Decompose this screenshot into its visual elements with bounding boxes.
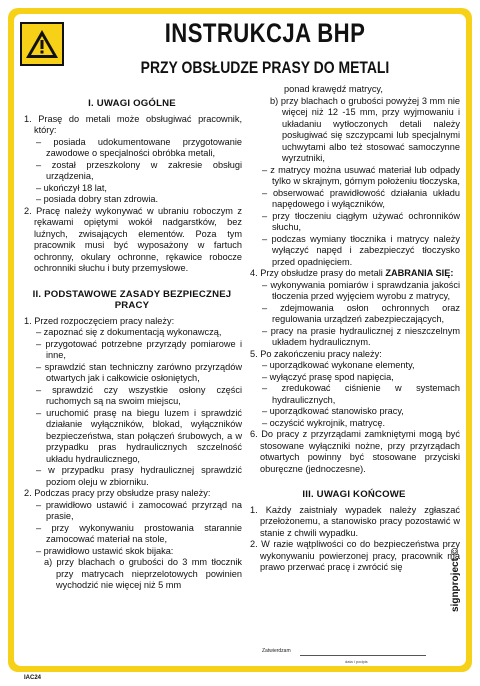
list-item: 6. Do pracy z przyrządami zamkniętymi mogą być stosowane wyłączniki nożne, przy przyrządach otwartych powinny być stosowane przyciski oburęczne (jednoczesne). <box>250 429 460 474</box>
list-item-prohibited <box>248 268 460 280</box>
list-item: – posiada udokumentowane przygotowanie zawodowe o specjalności obróbka metali, <box>36 136 242 158</box>
list-item: – zredukować ciśnienie w systemach hydraulicznych, <box>262 383 460 405</box>
list-item: – wykonywania pomiarów i sprawdzania jakości tłoczenia przed wyjęciem wyrobu z matrycy, <box>262 279 460 301</box>
product-code: IAC24 <box>24 675 42 681</box>
approval-label: Zatwierdzam <box>262 648 291 654</box>
list-item: – uporządkować stanowisko pracy, <box>262 406 404 416</box>
list-item: 5. Po zakończeniu pracy należy: <box>250 348 382 359</box>
list-item: 2. W razie wątpliwości co do bezpieczeństwa przy wykonywaniu powierzonej pracy, pracownik ma prawo przerwać pracę i zwrócić się <box>250 539 460 572</box>
list-item: – posiada dobry stan zdrowia. <box>36 194 159 204</box>
list-item: – prawidłowo ustawić skok bijaka: <box>36 545 174 556</box>
list-item: 1. Każdy zaistniały wypadek należy zgłaszać przełożonemu, a stanowisko pracy pozostawić w stanie z chwili wypadku. <box>250 504 460 538</box>
list-item: 2. Podczas pracy przy obsłudze prasy należy: <box>24 488 211 498</box>
list-item: – z matrycy można usuwać materiał lub odpady tylko w skrajnym, górnym położeniu tłoczyska, <box>262 164 460 186</box>
left-column <box>22 84 242 592</box>
list-item: – zdejmowania osłon ochronnych oraz regulowania urządzeń zabezpieczających, <box>262 302 460 324</box>
list-item: a) przy blachach o grubości do 3 mm tłocznik przy matrycach nieprzelotowych powinien wychodzić nie więcej niż 5 mm <box>44 557 242 590</box>
list-item: – w przypadku prasy hydraulicznej sprawdzić poziom oleju w zbiorniku. <box>36 465 242 487</box>
list-item: – zapoznać się z dokumentacją wykonawczą, <box>36 327 222 337</box>
list-item: – uruchomić prasę na biegu luzem i sprawdzić działanie wyłączników, blokad, wyłączników bezpieczeństwa, stan połączeń śrubowych, a w przypadku pras hydraulicznych szczelność układu hydraulicznego, <box>36 407 242 464</box>
section-heading-safety-rules: II. PODSTAWOWE ZASADY BEZPIECZNEJ PRACY <box>32 288 232 311</box>
list-item: – przy wykonywaniu prostowania starannie zamocować materiał na stole, <box>36 522 242 544</box>
list-item: 1. Prasę do metali może obsługiwać pracownik, który: <box>24 113 242 135</box>
list-item: – oczyścić wykrojnik, matrycę. <box>262 417 386 428</box>
prohibited-intro: 4. Przy obsłudze prasy do metali <box>250 268 386 278</box>
list-item: 2. Pracę należy wykonywać w ubraniu roboczym z rękawami opiętymi wokół nadgarstków, bez luźnych, zwisających elementów. Poza tym pracownik musi być wyposażony w fartuch ochronny, okulary ochronne, rękawice robocze ochronniki słuchu i buty przemysłowe. <box>24 205 242 273</box>
list-item: – sprawdzić czy wszystkie osłony części ruchomych są na swoim miejscu, <box>36 384 242 406</box>
list-item: b) przy blachach o grubości powyżej 3 mm nie więcej niż 12 -15 mm, przy wyjmowaniu i układaniu wytłoczonych detali należy posługiwać się szczypcami lub specjalnymi uchwytami albo też stosować samoczynne wyrzutniki, <box>270 95 460 163</box>
list-item: – uporządkować wykonane elementy, <box>262 360 415 370</box>
signature-line <box>300 655 426 656</box>
list-item: ponad krawędź matrycy, <box>284 84 383 94</box>
brand-mark: signproject © <box>450 547 461 612</box>
list-item: – został przeszkolony w zakresie obsługi urządzenia, <box>36 159 242 181</box>
section-heading-general: I. UWAGI OGÓLNE <box>88 98 176 109</box>
list-item: – pracy na prasie hydraulicznej z nieszczelnym układem hydraulicznym. <box>262 325 460 347</box>
date-signature-label: data i podpis <box>345 659 368 664</box>
list-item: – ukończył 18 lat, <box>36 182 107 193</box>
page-title: INSTRUKCJA BHP <box>164 18 366 48</box>
list-item: 1. Przed rozpoczęciem pracy należy: <box>24 315 175 326</box>
right-column <box>248 84 460 574</box>
prohibited-label: ZABRANIA SIĘ: <box>385 268 454 278</box>
list-item: – obserwować prawidłowość działania układu napędowego i wyłączników, <box>262 187 460 209</box>
warning-triangle-icon <box>20 22 64 66</box>
list-item: – sprawdzić stan techniczny zarówno przyrządów otwartych jak i całkowicie osłoniętych, <box>36 361 242 383</box>
list-item: – podczas wymiany tłocznika i matrycy należy wyłączyć napęd i zabezpieczyć tłoczysko przed opadnięciem. <box>262 233 460 267</box>
list-item: – przygotować potrzebne przyrządy pomiarowe i inne, <box>36 338 242 360</box>
list-item: – prawidłowo ustawić i zamocować przyrząd na prasie, <box>36 499 242 521</box>
section-heading-final: III. UWAGI KOŃCOWE <box>302 489 406 500</box>
page-subtitle: PRZY OBSŁUDZE PRASY DO METALI <box>140 58 390 77</box>
list-item: – przy tłoczeniu ciągłym używać ochronników słuchu, <box>262 210 460 232</box>
list-item: – wyłączyć prasę spod napięcia, <box>262 371 394 382</box>
